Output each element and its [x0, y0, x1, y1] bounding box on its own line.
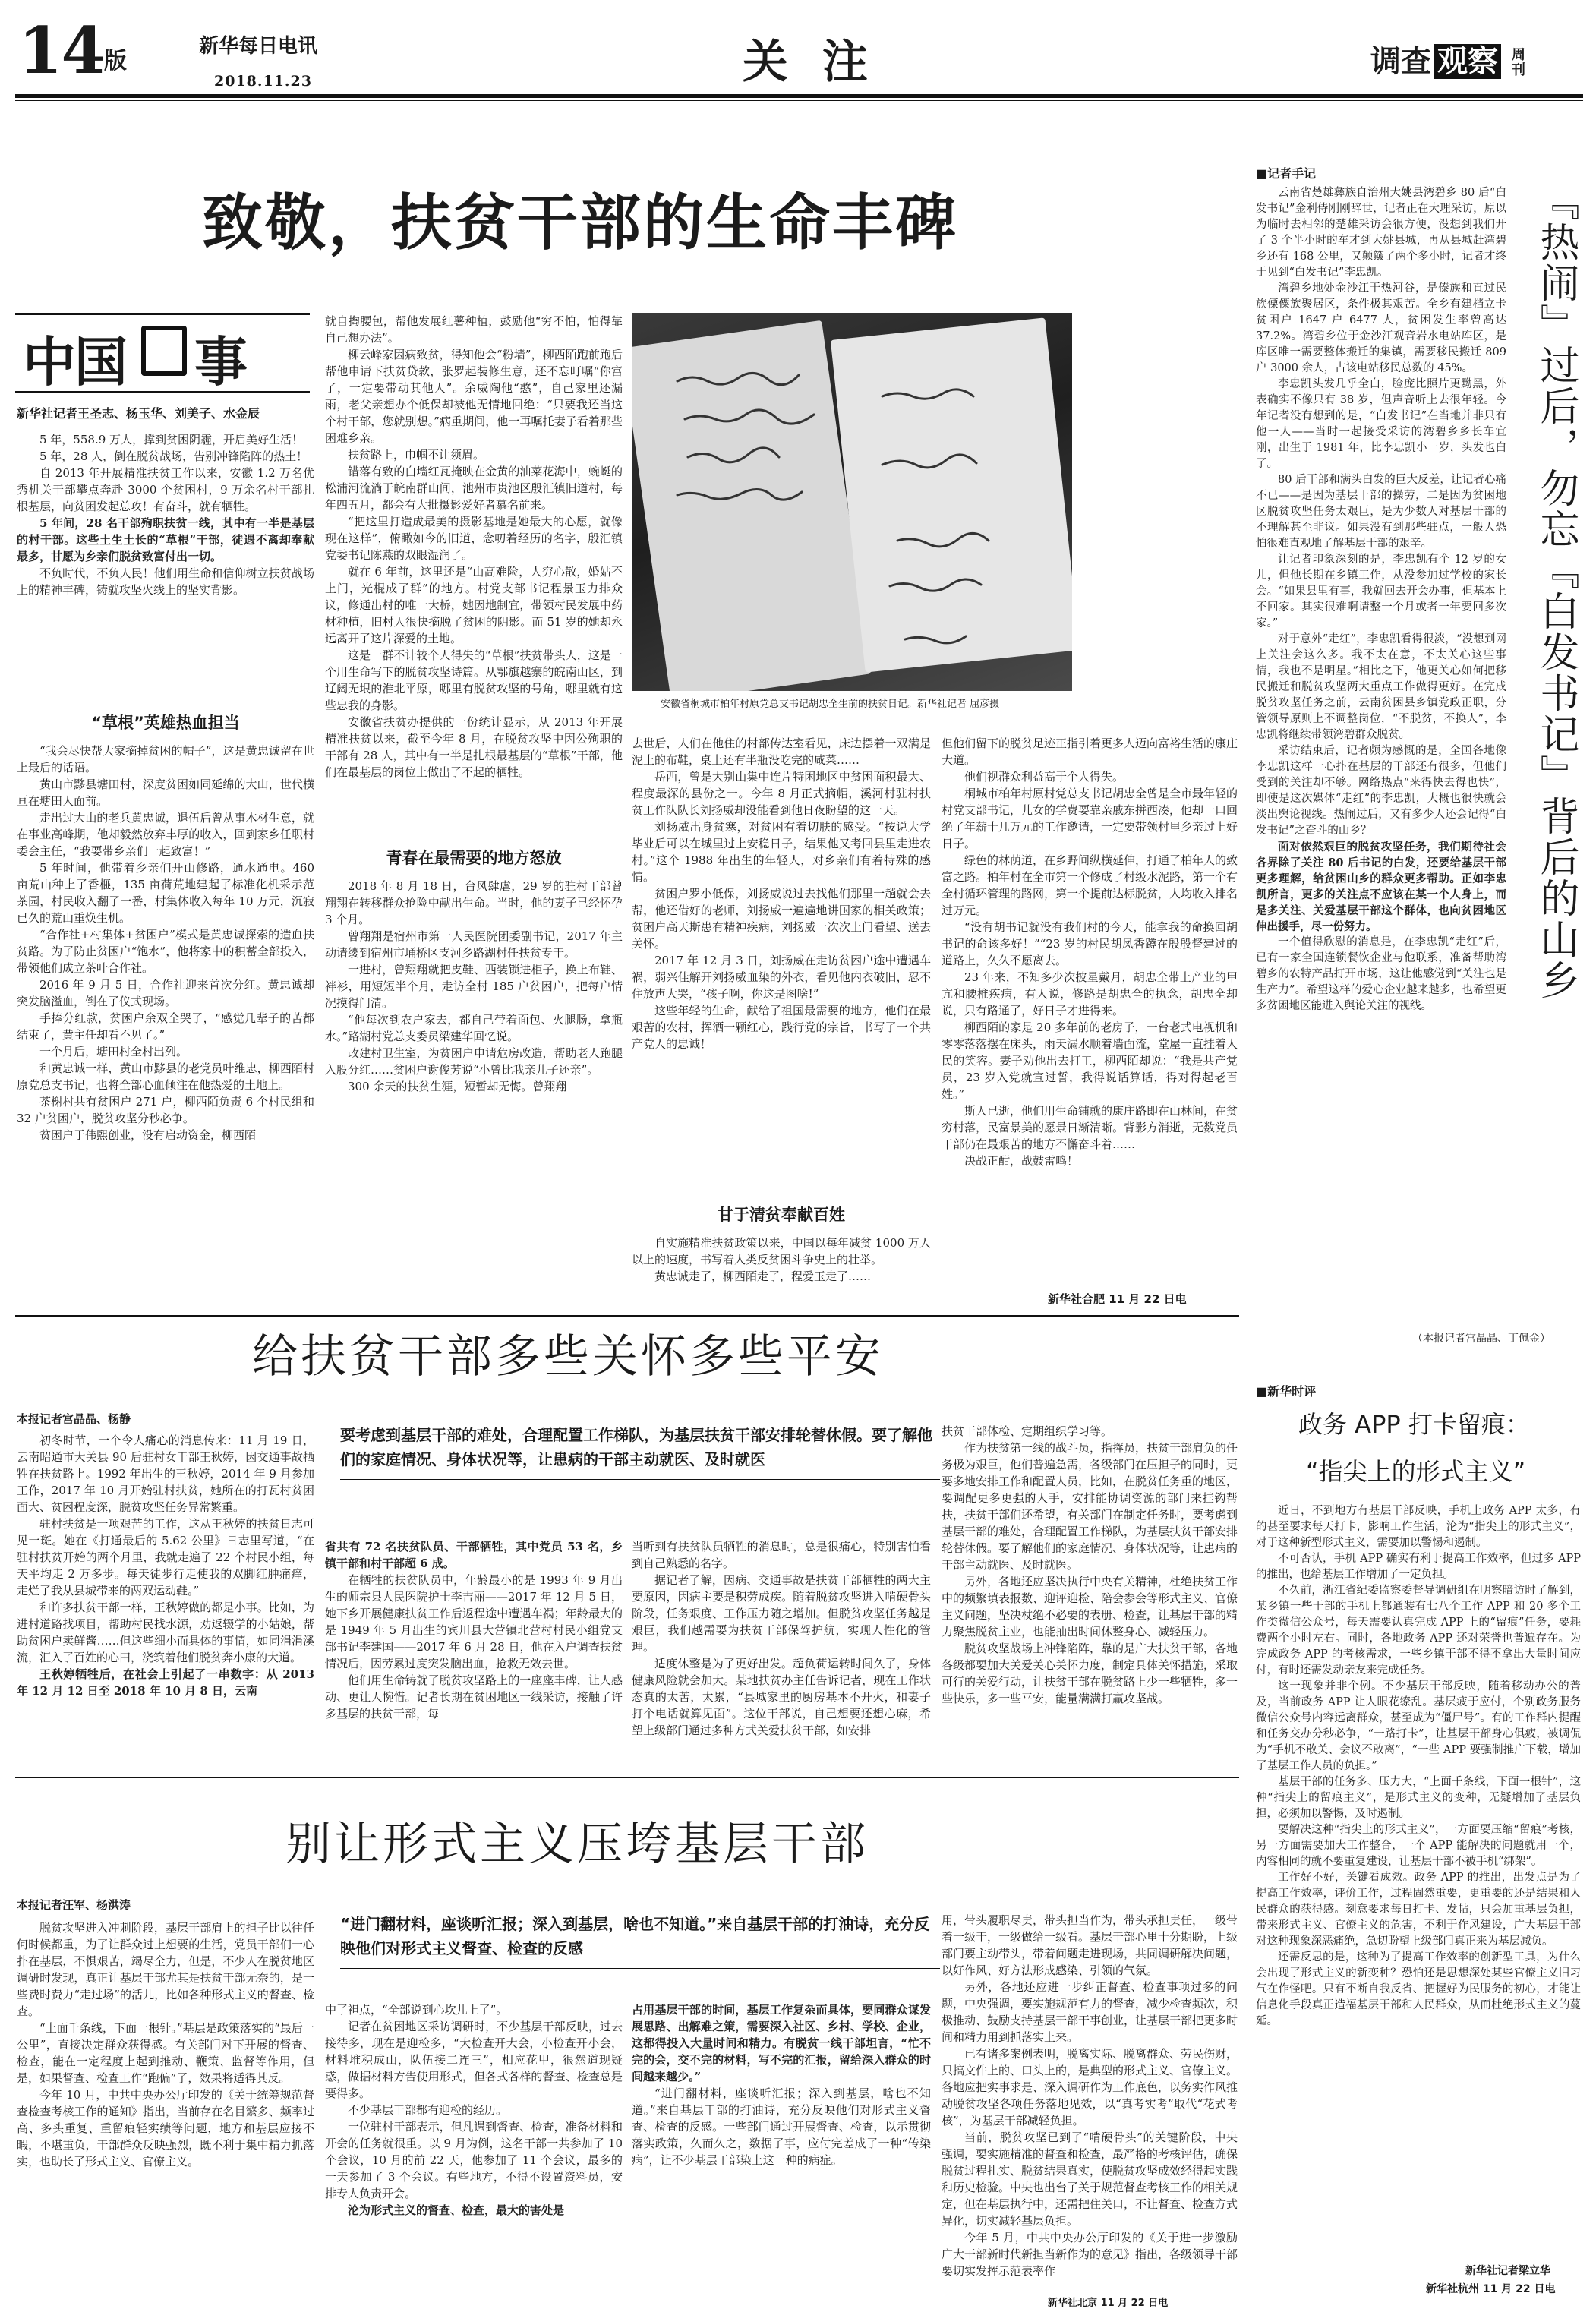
paragraph: 扶贫干部体检、定期组织学习等。 — [942, 1424, 1113, 1438]
feature3-column-3 — [632, 2001, 931, 2291]
paragraph: 让记者印象深刻的是，李忠凯有个 12 岁的女儿，但他长期在乡镇工作，从没参加过学校的家长会。“如果县里有事，我就回去开会办事，但基本上不回家。其实很难啊请整一个月或者一年要回多次家。” — [1256, 554, 1506, 629]
paragraph: 当前，脱贫攻坚已到了“啃硬骨头”的关键阶段，中央强调，要实施精准的督查和检查，最严格的考核评估，确保脱贫过程扎实、脱贫结果真实，使脱贫攻坚成效经得起实践和历史检验。中央也出台了关于规范督查考核工作的相关规定，但在基层执行中，还需把住关口，不让督查、检查方式异化，切实减轻基层负担。 — [942, 2131, 1238, 2228]
paragraph: 2018 年 8 月 18 日，台风肆虐，29 岁的驻村干部曾翔翔在转移群众抢险中献出生命。当时，他的妻子已经怀孕 3 个月。 — [325, 879, 623, 926]
page-number-suffix: 版 — [103, 48, 125, 74]
paragraph: 2016 年 9 月 5 日，合作社迎来首次分红。黄忠诚却突发脑溢血，倒在了仪式现场。 — [17, 978, 314, 1008]
paragraph: 决战正酣，战鼓雷鸣！ — [964, 1154, 1079, 1168]
paragraph: 省共有 72 名扶贫队员、干部牺牲，其中党员 53 名，乡镇干部和村干部超 6 成。 — [325, 1540, 623, 1570]
paragraph: 他们视群众利益高于个人得失。 — [964, 770, 1124, 784]
lead-subhead-3: 甘于清贫奉献百姓 — [718, 1206, 845, 1224]
paragraph: 错落有致的白墙红瓦掩映在金黄的油菜花海中，蜿蜒的松浦河流淌于皖南群山间，池州市贵池区殷汇镇旧道村，每年四五月，都会有大批摄影爱好者慕名前来。 — [325, 465, 623, 512]
feature3-column-1 — [17, 1919, 314, 2291]
paragraph: 和黄忠诚一样，黄山市黟县的老党员叶维忠，柳西陌村原党总支书记，也将全部心血倾注在他热爱的土地上。 — [17, 1061, 314, 1092]
section-title: 关 注 — [743, 36, 877, 89]
paragraph: 就在 6 年前，这里还是“山高难险，人穷心散，婚姑不上门，光棍成了群”的地方。村党支部书记程景玉力排众议，修通出村的唯一大桥，她因地制宜，带领村民发展中药材种植，旧村人很快摘脱了贫困的阴影。而 51 岁的她却永远离开了这片深爱的土地。 — [325, 565, 623, 645]
lead-headline: 致敬，扶贫干部的生命丰碑 — [202, 188, 958, 258]
paragraph: 这是一群不计较个人得失的“草根”扶贫带头人，这是一个用生命写下的脱贫攻坚诗篇。从鄂旗越寨的皖南山区，到辽阔无垠的淮北平原，哪里有脱贫攻坚的号角，哪里就有这些忠我的身影。 — [325, 648, 623, 712]
paragraph: “没有胡书记就没有我们村的今天，能拿我的命换回胡书记的命该多好！”“23 岁的村民胡凤香蹲在殷殷督建过的道路上，久久不愿离去。 — [942, 920, 1238, 967]
masthead-rule-thin — [15, 100, 1583, 101]
story-glyph-icon — [141, 326, 187, 376]
paragraph: 黄忠诚走了，柳西陌走了，程爱玉走了…… — [654, 1270, 872, 1283]
lead-column-1b — [17, 743, 314, 1309]
feature3-column-2 — [325, 2001, 623, 2291]
paragraph: 柳云峰家因病致贫，得知他会“粉墙”，柳西陌跑前跑后帮他申请下扶贫贷款，张罗起装修生意，还不忘叮嘱“你富了，一定要带动其他人”。余威陶他“憨”，自己家里还漏雨，老父亲想办个低保却被他无情地回绝：“只要我还当这个村干部，您就别想。”病重期间，他一再嘱托妻子看着那些困难乡亲。 — [325, 348, 623, 445]
paragraph: 桐城市柏年村原村党总支书记胡忠全曾是全市最年轻的村党支部书记，儿女的学费要靠亲戚东拼西凑，他却一口回绝了年薪十几万元的工作邀请，一定要带领村里乡亲过上好日子。 — [942, 787, 1238, 850]
lead-byline: 新华社记者王圣志、杨玉华、刘美子、水金辰 — [17, 406, 260, 421]
paragraph: 绿色的林荫道，在乡野间纵横延伸，打通了柏年人的致富之路。柏年村在全市第一个修成了村级水泥路，第一个有全村循环管理的路网，第一个提前达标脱贫，人均收入排名过万元。 — [942, 853, 1238, 917]
paragraph: 不可否认，手机 APP 确实有利于提高工作效率，但过多 APP 的推出，也给基层工作增加了一定负担。 — [1256, 1553, 1581, 1581]
paragraph: 占用基层干部的时间，基层工作复杂而具体，要同群众谋发展思路、出解难之策，需要深入社区、乡村、学校、企业，这都得投入大量时间和精力。有脱贫一线干部坦言，“忙不完的会，交不完的材料，写不完的汇报，留给深入群众的时间越来越少。” — [632, 2003, 931, 2083]
paragraph: 岳西，曾是大别山集中连片特困地区中贫困面积最大、程度最深的县份之一。今年 8 月正式摘帽，溪河村驻村扶贫工作队队长刘扬威却没能看到他日夜盼望的这一天。 — [632, 770, 931, 817]
paragraph: 贫困户罗小低保，刘扬威说过去找他们那里一趟就会去帮，他还借好的老师，刘扬威一遍遍地讲国家的相关政策；贫困户高天斯患有精神疾病，刘扬威一次次上门看望、送去关怀。 — [632, 887, 931, 951]
paragraph: 一个值得欣慰的消息是，在李忠凯“走红”后，已有一家全国连锁餐饮企业与他联系，准备帮助湾碧乡的农特产品打开市场，这让他感觉到“关注也是生产力”。希望这样的爱心企业越来越多，也希望更多贫困地区能进入舆论关注的视线。 — [1256, 936, 1506, 1012]
paper-name: 新华每日电讯 — [199, 35, 318, 58]
paragraph: 今年 10 月，中共中央办公厅印发的《关于统筹规范督查检查考核工作的通知》指出，当前存在名目繁多、频率过高、多头重复、重留痕轻实绩等问题，地方和基层应接不暇，不堪重负，干部群众反映强烈，既不利于集中精力抓落实，也助长了形式主义、官僚主义。 — [17, 2088, 314, 2168]
paragraph: 柳西陌的家是 20 多年前的老房子，一台老式电视机和零零落落摆在床头，雨天漏水顺着墙面流，堂屋一直挂着人民的笑容。妻子劝他出去打工，柳西陌却说：“我是共产党员，23 岁入党就宣过誓，我得说话算话，得对得起老百姓。” — [942, 1020, 1238, 1101]
logo-text-b: 事 — [194, 330, 248, 393]
paragraph: “进门翻材料，座谈听汇报；深入到基层，啥也不知道。”来自基层干部的打油诗，充分反映他们对形式主义督查、检查的反感。一些部门通过开展督查、检查，以示贯彻落实政策，久而久之，数据了事，应付完差成了一种“传染病”，让不少基层干部染上这一种的病症。 — [632, 2086, 931, 2167]
paragraph: 扶贫路上，巾帼不让须眉。 — [348, 448, 485, 462]
paragraph: 不负时代，不负人民！他们用生命和信仰树立扶贫战场上的精神丰碑，铸就攻坚火线上的坚实背影。 — [17, 566, 314, 597]
lead-column-3 — [632, 735, 931, 1188]
paragraph: 就自掏腰包，帮他发展红薯种植，鼓励他“穷不怕，怕得靠自己想办法”。 — [325, 314, 623, 345]
feature3-byline: 本报记者汪军、杨洪涛 — [17, 1898, 131, 1912]
lead-column-4 — [942, 735, 1238, 1285]
paragraph: 记者在贫困地区采访调研时，不少基层干部反映，过去接待多，现在是迎检多，“大检查开大会，小检查开小会，材料堆积成山，队伍接二连三”，相应花甲，很然道现疑惑，做据材料方告使用形式，但各式各样的督查、检查总是要得多。 — [325, 2020, 623, 2100]
page-number — [18, 13, 125, 88]
paragraph: 另外，各地还应坚决执行中央有关精神，杜绝扶贫工作中的频繁填表报数、迎评迎检、陪会参会等形式主义、官僚主义问题，坚决杖绝不必要的表册、检查，让基层干部的精力聚焦脱贫主业，也能抽出时间休整身心、减轻压力。 — [942, 1575, 1238, 1639]
paragraph: 王秋婷牺牲后，在社会上引起了一串数字：从 2013 年 12 月 12 日至 2018 年 10 月 8 日，云南 — [17, 1667, 314, 1698]
feature2-column-4 — [942, 1423, 1238, 1766]
lead-subhead-2: 青春在最需要的地方怒放 — [386, 849, 562, 867]
paragraph: 对于意外“走红”，李忠凯看得很淡，“没想到网上关注会这么多。我不太在意，不太关心这些事情，我也不是明星。”相比之下，他更关心如何把移民搬迁和脱贫攻坚两大重点工作做得更好。在完成脱贫攻坚任务之前，云南贫困县乡镇党政正职，分管领导原则上不调整岗位，“不脱贫，不换人”，李忠凯将继续带领湾碧群众脱贫。 — [1256, 633, 1506, 741]
feature2-column-2 — [325, 1538, 623, 1766]
paragraph: 适度休整是为了更好出发。超负荷运转时间久了，身体健康风险就会加大。某地扶贫办主任告诉记者，现在工作状态真的太苦，太累，“县城家里的厨房基本不开火，和妻子打个电话就算见面”。这位干部说，自己想要还想心麻，希望上级部门通过多种方式关爱扶贫干部，如安排 — [632, 1657, 931, 1737]
paragraph: 脱贫攻坚战场上冲锋陷阵，靠的是广大扶贫干部，各地各级都要加大关爱关心关怀力度，制定具体关怀措施，采取可行的关爱行动，让扶贫干部在脱贫路上少一些牺牲，多一些快乐，多一些平安，能量满满打赢攻坚战。 — [942, 1642, 1238, 1705]
sidebar1-vertical-title: 『热闹』过后，勿忘『白发书记』背后的山乡 — [1533, 181, 1579, 1001]
lead-column-3b — [632, 1235, 931, 1307]
paragraph: 一个月后，塘田村全村出列。 — [39, 1045, 188, 1058]
masthead-rule — [15, 94, 1583, 98]
sidebar2-body — [1256, 1503, 1581, 2255]
paragraph: 一进村，曾翔翔就把皮鞋、西装锁进柜子，换上布鞋、袢衫，用短短半个月，走访全村 185 户贫困户，把每户情况摸得门清。 — [325, 963, 623, 1010]
paragraph: 斯人已逝，他们用生命铺就的康庄路即在山林间，在贫穷村落，民富景美的愿景日渐清晰。背影方消逝，无数党员干部仍在最艰苦的地方不懈奋斗着…… — [942, 1104, 1238, 1151]
paragraph: 基层干部的任务多、压力大，“上面千条线，下面一根针”，这种“指尖上的留痕主义”，是形式主义的变种，无疑增加了基层负担，必须加以警惕，及时遏制。 — [1256, 1776, 1581, 1820]
sidebar2-label: ■新华时评 — [1256, 1384, 1317, 1399]
lead-column-1 — [17, 431, 314, 702]
paragraph: 作为扶贫第一线的战斗员，指挥员，扶贫干部肩负的任务极为艰巨，他们普遍急需，各级部门在压担子的同时，更要多地安排工作和配置人员，比如，在脱贫任务重的地区，要调配更多更强的人手，安排能协调资源的部门来挂钩帮扶，扶贫干部们还希望，有关部门在制定任务时，要考虑到基层干部的难处，合理配置工作梯队，为基层扶贫干部安排轮替休假。要了解他们的家庭情况、身体状况等，让患病的干部主动就医、及时就医。 — [942, 1441, 1238, 1572]
sidebar2-credit-2: 新华社杭州 11 月 22 日电 — [1426, 2283, 1556, 2295]
paragraph: 初冬时节，一个令人痛心的消息传来：11 月 19 日，云南昭通市大关县 90 后驻村女干部王秋婷，因交通事故牺牲在扶贫路上。1992 年出生的王秋婷，2014 年 9 月参加工作，2017 年 10 月开始驻村扶贫，她所在的打瓦村贫困面大、贫困程度深，脱贫攻坚任务异常繁重。 — [17, 1434, 314, 1514]
feature2-headline: 给扶贫干部多些关怀多些平安 — [252, 1330, 884, 1383]
paragraph: 自实施精准扶贫政策以来，中国以每年减贫 1000 万人以上的速度，书写着人类反贫困斗争史上的壮举。 — [632, 1236, 931, 1266]
paragraph: 在牺牲的扶贫队员中，年龄最小的是 1993 年 9 月出生的师宗县人民医院护士李吉丽——2017 年 12 月 5 日，她下乡开展健康扶贫工作后返程途中遭遇车祸；年龄最大的是 1949 年 5 月出生的宾川县大营镇北营村村民小组党支部书记李建国——2017 年 6 月 28 日，他在入户调查扶贫情况后，因劳累过度突发脑出血，抢救无效去世。 — [325, 1573, 623, 1670]
sidebar2-credit-1: 新华社记者梁立华 — [1465, 2265, 1550, 2277]
paragraph: 采访结束后，记者颇为感慨的是，全国各地像李忠凯这样一心扑在基层的干部还有很多，但他们受到的关注却不够。网络热点“来得快去得也快”，即使是这次媒体“走红”的李忠凯，大概也很快就会淡出舆论视线。热闹过后，又有多少人还会记得“白发书记”之奋斗的山乡？ — [1256, 745, 1506, 837]
feature3-pull-quote: “进门翻材料，座谈听汇报；深入到基层，啥也不知道。”来自基层干部的打油诗，充分反映他们对形式主义督查、检查的反感 — [340, 1912, 940, 1969]
page-number-digits: 14 — [18, 13, 104, 88]
paragraph: 要解决这种“指尖上的形式主义”，一方面要压缩“留痕”考核，另一方面需要加大工作整合，一个 APP 能解决的问题就用一个，内容相同的就不要重复建设，让基层干部不被手机“绑架”。 — [1256, 1824, 1581, 1868]
section-rule-1 — [15, 1315, 1239, 1317]
lead-column-2b — [325, 878, 623, 1307]
photo-caption: 安徽省桐城市柏年村原党总支书记胡忠全生前的扶贫日记。新华社记者 屈彦摄 — [661, 699, 1000, 710]
column-logo-a: 调查 — [1370, 44, 1431, 79]
paragraph: 23 年来，不知多少次披星戴月，胡忠全带上产业的甲亢和腰椎疾病，有人说，修路是胡忠全的执念，胡忠全却说，只有路通了，好日子才进得来。 — [942, 970, 1238, 1017]
paragraph: 刘扬威出身贫寒，对贫困有着切肤的感受。“按说大学毕业后可以在城里过上安稳日子，结果他又考回县里走进农村。”这个 1988 年出生的年轻人，对乡亲们有着特殊的感情。 — [632, 820, 931, 884]
section-rule-2 — [15, 1777, 1239, 1778]
logo-text-a: 中国 — [23, 330, 126, 393]
paragraph: 脱贫攻坚进入冲刺阶段，基层干部肩上的担子比以往任何时候都重，为了让群众过上想要的生活，党员干部们一心扑在基层，不惧艰苦，竭尽全力，但是，不少人在脱贫地区调研时发现，真正让基层干部尤其是扶贫干部无奈的，是一些费时费力“走过场”的活儿，比如各种形式主义的督查、检查。 — [17, 1921, 314, 2018]
paragraph: “合作社+村集体+贫困户”模式是黄忠诚探索的造血扶贫路。为了防止贫困户“饱水”，他将家中的积蓄全部投入，带领他们成立茶叶合作社。 — [17, 928, 314, 975]
lead-subhead-1: “草根”英雄热血担当 — [91, 714, 240, 732]
paragraph: 还需反思的是，这种为了提高工作效率的创新型工具，为什么会出现了形式主义的新变种？恐怕还是思想深处某些官僚主义旧习气在作怪吧。只有不断自我反省、把握好为民服务的初心，才能让信息化手段真正造福基层干部和人民群众，从而杜绝形式主义的蔓延。 — [1256, 1951, 1581, 2027]
paragraph: 中了袒点，“全部说到心坎儿上了”。 — [325, 2003, 508, 2017]
sidebar1-label: ■记者手记 — [1256, 166, 1317, 181]
paragraph: 手捧分红款，贫困户余双全哭了，“感觉几辈子的苦都结束了，黄主任却看不见了。” — [17, 1011, 314, 1042]
paragraph: 今年 5 月，中共中央办公厅印发的《关于进一步激励广大干部新时代新担当新作为的意见》指出，各级领导干部要切实发挥示范表率作 — [942, 2231, 1238, 2278]
diary-photo — [632, 313, 1072, 691]
paragraph: 去世后，人们在他住的村部传达室看见，床边摆着一双满是泥土的布鞋，桌上还有半瓶没吃完的咸菜…… — [632, 736, 931, 767]
paragraph: 2017 年 12 月 3 日，刘扬威在走访贫困户途中遭遇车祸，弱兴佳解开刘扬威血染的外衣，看见他内衣破旧，忍不住放声大哭，“孩子啊，你这是图啥!” — [632, 954, 931, 1001]
sidebar2-title-1: 政务 APP 打卡留痕： — [1298, 1410, 1530, 1439]
paragraph: 黄山市黟县塘田村，深度贫困如同延绵的大山，世代横亘在塘田人面前。 — [17, 778, 314, 808]
lead-credit: 新华社合肥 11 月 22 日电 — [1048, 1292, 1187, 1306]
paragraph: 一位驻村干部表示，但凡遇到督查、检查，准备材料和开会的任务就很重。以 9 月为例，这名干部一共参加了 10 个会议，10 月的前 22 天，他参加了 11 个会议，最多的一天参加了 3 个会议。有些地方，不得不设置资料员，安排专人负责开会。 — [325, 2120, 623, 2200]
lead-column-2 — [325, 313, 623, 837]
feature3-column-4 — [942, 1912, 1238, 2291]
feature3-credit: 新华社北京 11 月 22 日电 — [1048, 2298, 1169, 2309]
paragraph: “把这里打造成最美的摄影基地是她最大的心愿，就像现在这样”，俯瞰如今的旧道，念叨着经历的名字，殷汇镇党委书记陈燕的双眼湿润了。 — [325, 515, 623, 562]
paragraph: 5 年间，28 名干部殉职扶贫一线，其中有一半是基层的村干部。这些土生土长的“草根”干部，徒遇不离却奉献最多，甘愿为乡亲们脱贫致富付出一切。 — [17, 516, 314, 563]
paragraph: 这些年轻的生命，献给了祖国最需要的地方，他们在最艰苦的农村，挥洒一颗红心，践行党的宗旨，书写了一个共产党人的忠诚！ — [632, 1004, 931, 1051]
paragraph: 近日，不到地方有基层干部反映，手机上政务 APP 太多，有的甚至要求每天打卡，影响工作生活，沦为“指尖上的形式主义”，对于这种新型形式主义，需要加以警惕和遏制。 — [1256, 1505, 1581, 1549]
feature3-headline: 别让形式主义压垮基层干部 — [285, 1818, 869, 1871]
paragraph: 用，带头履职尽责，带头担当作为，带头承担责任，一级带着一级干，一级做给一级看。基层干部心里十分期盼，上级部门要主动带头，带着问题走进现场，共同调研解决问题，以好作风、好方法形成感染、引领的气氛。 — [942, 1913, 1238, 1977]
paragraph: 据记者了解，因病、交通事故是扶贫干部牺牲的两大主要原因，因病主要是积劳成疾。随着脱贫攻坚进入啃硬骨头阶段，任务艰度、工作压力随之增加。但脱贫攻坚任务越是艰巨，我们越需要为扶贫干部保驾护航，实现人性化的管理。 — [632, 1573, 931, 1654]
paragraph: 安徽省扶贫办提供的一份统计显示，从 2013 年开展精准扶贫以来，截至今年 8 月，在脱贫攻坚中因公殉职的干部有 28 人，其中有一半是扎根最基层的“草根”干部，他们在最基层的岗位上做出了不起的牺牲。 — [325, 715, 623, 779]
handwriting-scribbles — [632, 313, 1072, 691]
paragraph: 工作好不好，关键看成效。政务 APP 的推出，出发点是为了提高工作效率，评价工作，过程固然重要，更重要的还是结果和人民群众的获得感。刻意要求每日打卡、发帖，只会加重基层负担，带来形式主义、官僚主义的危害，不利于作风建设，广大基层干部对这种现象深恶痛绝，急切盼望上级部门真正来为基层减负。 — [1256, 1872, 1581, 1948]
paragraph: 5 年，558.9 万人，撑到贫困阴霾，开启美好生活！ — [39, 433, 304, 446]
feature2-pull-quote: 要考虑到基层干部的难处，合理配置工作梯队，为基层扶贫干部安排轮替休假。要了解他们的家庭情况、身体状况等，让患病的干部主动就医、及时就医 — [340, 1423, 940, 1480]
feature2-column-3 — [632, 1538, 931, 1766]
paragraph: “上面千条线，下面一根针。”基层是政策落实的“最后一公里”，直接决定群众获得感。有关部门对下开展的督查、检查，能在一定程度上起到推动、鞭策、监督等作用，但是，如果督查、检查工作“跑偏”了，效果将适得其反。 — [17, 2021, 314, 2085]
paragraph: 不久前，浙江省纪委监察委督导调研组在明察暗访时了解到，某乡镇一些干部的手机上都通装有七八个工作 APP 和 20 多个工作类微信公众号，每天需要认真完成 APP 上的“留痕”任务，要耗费两个小时左右。同时，各地政务 APP 还对荣誉也普遍存在。为完成政务 APP 的考核需求，一些乡镇干部不得不拿出大量时间应付，有时还需发动亲友来完成任务。 — [1256, 1585, 1581, 1676]
paragraph: 李忠凯头发几乎全白，脸庞比照片更黝黑，外表确实不像只有 38 岁，但声音听上去很年轻。今年记者没有想到的是，“白发书记”在当地并非只有他一人——当时一起接受采访的湾碧乡乡长车宜刚，出生于 1981 年，比李忠凯小一岁，头发也白了。 — [1256, 378, 1506, 470]
paragraph: 驻村扶贫是一项艰苦的工作，这从王秋婷的扶贫日志可见一斑。她在《打通最后的 5.62 公里》日志里写道，“在驻村扶贫开始的两个月里，我就走遍了 22 个村民小组，每天平均走 2 万多步。每天徒步行走使我的双脚红肿痛痒，走烂了我从县城带来的两双运动鞋。” — [17, 1517, 314, 1598]
paragraph: 300 余天的扶贫生涯，短暂却无悔。曾翔翔 — [348, 1080, 567, 1093]
paragraph: 云南省楚雄彝族自治州大姚县湾碧乡 80 后“白发书记”金利侍刚刚辞世，记者正在大理采访，原以为临时去相邻的楚雄采访会很方便，没想到我们开了 3 个半小时的车才到大姚县城，再从县城赶湾碧乡还有 168 公里，又颠簸了两个多小时，记者才终于见到“白发书记”李忠凯。 — [1256, 187, 1506, 279]
paragraph: 但他们留下的脱贫足迹正指引着更多人迈向富裕生活的康庄大道。 — [942, 736, 1238, 767]
column-logo-c: 周刊 — [1511, 47, 1525, 78]
paragraph: 5 年，28 人，倒在脱贫战场，告别冲锋陷阵的热土！ — [39, 449, 308, 463]
paragraph: 和许多扶贫干部一样，王秋婷做的都是小事。比如，为进村道路找项目，帮助村民找水源，劝返辍学的小姑娘，帮助贫困户卖鲜酱……但这些细小而具体的事情，如同涓涓溪流，汇入了百姓的心田，浇筑着他们脱贫奔小康的大道。 — [17, 1601, 314, 1664]
paragraph: 沦为形式主义的督查、检查，最大的害处是 — [348, 2203, 565, 2217]
paragraph: 已有诸多案例表明，脱离实际、脱离群众、劳民伤财，只搞文件上的、口头上的，是典型的形式主义、官僚主义。各地应把实事求是、深入调研作为工作底色，以务实作风推动脱贫攻坚各项任务落地见效，以“真考实考”取代“花式考核”，为基层干部减轻负担。 — [942, 2047, 1238, 2127]
paragraph: 5 年时间，他带着乡亲们开山修路，通水通电。460 亩荒山种上了香榧，135 亩荷荒地建起了标准化机采示范茶园，村民收入翻了一番，村集体收入每年 10 万元，沉寂已久的荒山重焕生机。 — [17, 861, 314, 925]
paragraph: 不少基层干部都有迎检的经历。 — [348, 2103, 508, 2117]
paragraph: 自 2013 年开展精准扶贫工作以来，安徽 1.2 万名优秀机关干部攀点奔赴 3000 个贫困村，9 万余名村干部扎根基层，向贫困发起总攻！有奋斗，就有牺牲。 — [17, 466, 314, 513]
paragraph: 贫困户于伟熙创业，没有启动资金，柳西陌 — [39, 1128, 257, 1142]
paragraph: 这一现象并非个例。不少基层干部反映，随着移动办公的普及，当前政务 APP 让人眼花缭乱。基层疲于应付，个别政务服务微信公众号内容远离群众，甚至成为“僵尸号”。有的工作群内提醒和任务交办分秒必争，“一路打卡”，让基层干部身心俱疲，被调侃为“手机不敢关、会议不敢离”，“一些 APP 要强制推广下载，增加了基层工作人员的负担。” — [1256, 1680, 1581, 1772]
sidebar1-credit: （本报记者宫晶晶、丁佩金） — [1412, 1333, 1550, 1345]
paragraph: 改建村卫生室，为贫困户申请危房改造，帮助老人跑腿入股分红……贫困户谢俊芳说“小曾比我亲儿子还亲”。 — [325, 1046, 623, 1077]
column-logo — [1370, 44, 1527, 79]
paragraph: 湾碧乡地处金沙江干热河谷，是傣族和直过民族傈僳族聚居区，条件极其艰苦。全乡有建档立卡贫困户 1647 户 6477 人，贫困发生率曾高达 37.2%。湾碧乡位于金沙江观音岩水电站库区，是库区唯一需要整体搬迁的集镇，需要移民搬迁 809 户 3000 余人，占该电站移民总数的 45%。 — [1256, 282, 1506, 374]
sidebar2-title-2: “指尖上的形式主义” — [1306, 1457, 1526, 1486]
paragraph: 当听到有扶贫队员牺牲的消息时，总是很痛心，特别害怕看到自己熟悉的名字。 — [632, 1540, 931, 1570]
paragraph: “他每次到农户家去，都自己带着面包、火腿肠，拿瓶水。”路湖村党总支委员梁建华回忆说。 — [325, 1013, 623, 1043]
paragraph: 他们用生命铸就了脱贫攻坚路上的一座座丰碑，让人感动、更让人惋惜。记者长期在贫困地区一线采访，接触了许多基层的扶贫干部，每 — [325, 1673, 623, 1721]
paragraph: 茶榭村共有贫困户 271 户，柳西陌负责 6 个村民组和 32 户贫困户，脱贫攻坚分秒必争。 — [17, 1095, 314, 1125]
issue-date: 2018.11.23 — [214, 73, 312, 90]
paragraph: 曾翔翔是宿州市第一人民医院团委副书记，2017 年主动请缨到宿州市埇桥区支河乡路湖村任扶贫专干。 — [325, 929, 623, 960]
paragraph: 面对依然艰巨的脱贫攻坚任务，我们期待社会各界除了关注 80 后书记的白发，还要给基层干部更多理解，给贫困山乡的群众更多帮助。正如李忠凯所言，更多的关注点不应该在某一个人身上，而是多关注、关爱基层干部这个群体，也向贫困地区伸出援手，尽一份努力。 — [1256, 841, 1506, 933]
paragraph: 走出过大山的老兵黄忠诚，退伍后曾从事木材生意，就在事业高峰期，他却毅然放弃丰厚的收入，回到家乡任职村委会主任，“我要带乡亲们一起致富！” — [17, 811, 314, 858]
feature2-column-1 — [17, 1432, 314, 1766]
sidebar1-body — [1256, 185, 1506, 1324]
paragraph: “我会尽快帮大家摘掉贫困的帽子”，这是黄忠诚留在世上最后的话语。 — [17, 744, 314, 774]
feature2-byline: 本报记者宫晶晶、杨静 — [17, 1412, 131, 1426]
column-logo-b: 观察 — [1434, 44, 1501, 79]
china-story-logo — [15, 313, 310, 393]
paragraph: 80 后干部和满头白发的巨大反差，让记者心痛不已——是因为基层干部的操劳，二是因为贫困地区脱贫攻坚任务太艰巨，是为少数人对基层干部的不理解甚至非议。如果没有到那些驻点，一般人恐怕很难直观地了解基层干部的艰辛。 — [1256, 474, 1506, 550]
paragraph: 另外，各地还应进一步纠正督查、检查事项过多的问题，中央强调，要实施规范有力的督查，减少检查频次，积极推动、鼓励支持基层干部干事创业，让基层干部把更多时间和精力用到抓落实上来。 — [942, 1980, 1238, 2044]
